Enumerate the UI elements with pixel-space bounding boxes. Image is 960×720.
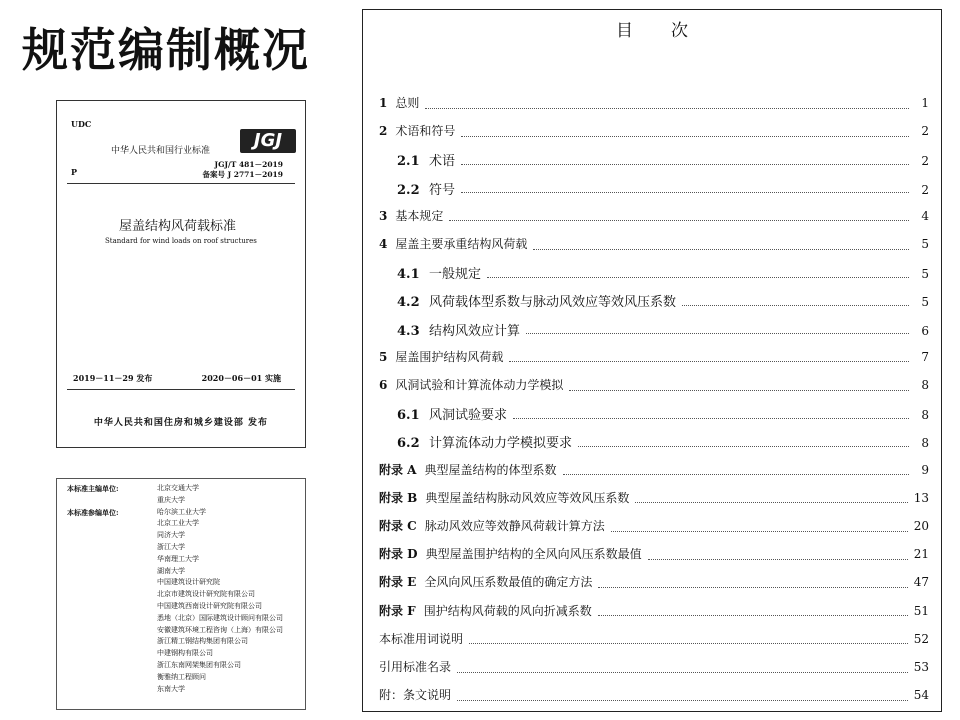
- toc-dot-leader: [635, 492, 907, 503]
- editor-unit-item: 北京市建筑设计研究院有限公司: [157, 590, 255, 599]
- editor-unit-item: 哈尔滨工业大学: [157, 507, 206, 516]
- editor-unit-item: 中国建筑西南设计研究院有限公司: [157, 601, 262, 610]
- editor-unit-list: [157, 483, 283, 695]
- toc-entry-title: 符号: [429, 182, 456, 198]
- slide-title: 规范编制概况: [22, 23, 310, 77]
- toc-entry-title: 基本规定: [395, 208, 444, 223]
- toc-entry[interactable]: [363, 489, 929, 507]
- toc-entry[interactable]: [363, 179, 929, 197]
- editor-unit-item: 安徽建筑环境工程咨询（上海）有限公司: [157, 625, 283, 634]
- toc-page-number: 21: [913, 547, 929, 562]
- toc-dot-leader: [457, 662, 908, 673]
- participant-editor-label: 本标准参编单位:: [67, 507, 119, 517]
- toc-entry-title: 风洞试验和计算流体动力学模拟: [395, 378, 564, 392]
- editor-unit-item: 北京工业大学: [157, 519, 199, 528]
- toc-dot-leader: [611, 521, 908, 532]
- toc-entry-title: 附：条文说明: [379, 688, 452, 703]
- toc-entry-number: 4.3: [397, 323, 420, 339]
- toc-page-number: 8: [921, 378, 929, 392]
- editor-unit-item: 浙江精工钢结构集团有限公司: [157, 637, 248, 646]
- toc-page-number: 6: [921, 323, 929, 338]
- toc-entry-title: 屋盖主要承重结构风荷载: [395, 237, 528, 251]
- toc-entry-title: 典型屋盖结构脉动风效应等效风压系数: [425, 490, 630, 505]
- toc-page-number: 47: [913, 575, 929, 590]
- toc-page-number: 1: [921, 96, 929, 110]
- toc-entry[interactable]: [363, 376, 929, 394]
- toc-page-number: 52: [913, 631, 929, 646]
- toc-dot-leader: [457, 690, 908, 701]
- udc-label: UDC: [71, 119, 92, 129]
- editor-unit-item: 浙江大学: [157, 542, 185, 551]
- chief-editor-label: 本标准主编单位:: [67, 484, 119, 493]
- editor-unit-item: 北京交通大学: [157, 484, 199, 492]
- issuing-org-label: 中华人民共和国行业标准: [111, 146, 211, 156]
- toc-dot-leader: [598, 605, 908, 616]
- toc-dot-leader: [578, 436, 909, 447]
- toc-dot-leader: [461, 126, 909, 137]
- toc-entry-number: 5: [379, 349, 388, 364]
- toc-entry-number: 附录 E: [379, 575, 417, 590]
- toc-entry-number: 附录 C: [379, 519, 417, 533]
- editor-unit-item: 重庆大学: [157, 495, 185, 504]
- editor-unit-item: 华南理工大学: [157, 554, 199, 563]
- editing-units-page: [56, 478, 306, 710]
- toc-entry-number: 4.1: [397, 267, 420, 283]
- toc-entry-number: 2: [379, 124, 388, 139]
- toc-entry-title: 脉动风效应等效静风荷载计算方法: [424, 519, 605, 533]
- toc-entry-title: 典型屋盖结构的体型系数: [424, 462, 557, 477]
- toc-heading: 目次: [616, 21, 726, 41]
- editor-unit-item: 同济大学: [157, 531, 185, 540]
- toc-entry-number: 附录 D: [379, 547, 418, 562]
- toc-entry[interactable]: [363, 517, 929, 535]
- toc-page-number: 7: [921, 349, 929, 364]
- toc-entry[interactable]: [363, 602, 929, 620]
- toc-entry[interactable]: [363, 94, 929, 112]
- toc-entry-number: 附录 F: [379, 603, 416, 618]
- toc-page-number: 5: [921, 267, 929, 282]
- jgj-logo: JGJ: [240, 129, 296, 153]
- implementation-date: 2020－06－01 实施: [201, 373, 281, 383]
- toc-entry[interactable]: [363, 686, 929, 704]
- toc-dot-leader: [569, 380, 909, 391]
- toc-dot-leader: [461, 182, 909, 193]
- cover-title-en: Standard for wind loads on roof structures: [105, 237, 257, 245]
- editor-unit-item: 中建钢构有限公司: [157, 649, 213, 658]
- toc-page-number: 53: [913, 660, 929, 674]
- toc-entry-title: 结构风效应计算: [429, 323, 521, 339]
- toc-dot-leader: [469, 633, 908, 644]
- toc-page-number: 51: [913, 603, 929, 618]
- issue-date: 2019－11－29 发布: [73, 373, 153, 383]
- toc-dot-leader: [526, 323, 909, 334]
- toc-entry-number: 6.2: [397, 436, 420, 452]
- toc-entry[interactable]: [363, 432, 929, 450]
- toc-entry[interactable]: [363, 630, 929, 648]
- toc-page-number: 2: [921, 124, 929, 139]
- toc-entry-title: 全风向风压系数最值的确定方法: [424, 575, 593, 590]
- toc-entry[interactable]: [363, 545, 929, 563]
- editor-unit-item: 湖南大学: [157, 566, 185, 575]
- toc-entry-number: 1: [379, 96, 388, 110]
- editor-unit-item: 衡雅纳工程顾问: [157, 672, 206, 681]
- toc-entry[interactable]: [363, 207, 929, 225]
- toc-entry[interactable]: [363, 320, 929, 338]
- toc-entry-title: 总则: [395, 96, 420, 110]
- toc-dot-leader: [487, 267, 909, 278]
- standard-code: JGJ/T 481－2019: [214, 160, 283, 169]
- toc-page-number: 9: [921, 462, 929, 477]
- toc-entry-title: 本标准用词说明: [379, 631, 464, 646]
- toc-entry[interactable]: [363, 348, 929, 366]
- toc-entry-number: 2.1: [397, 154, 420, 170]
- toc-page-number: 8: [921, 436, 929, 451]
- toc-entry-title: 引用标准名录: [379, 660, 452, 674]
- toc-entry[interactable]: [363, 461, 929, 479]
- toc-entry[interactable]: [363, 658, 929, 676]
- toc-page-number: 2: [921, 154, 929, 169]
- toc-entry-title: 术语和符号: [395, 124, 456, 139]
- toc-dot-leader: [563, 464, 909, 475]
- toc-entry[interactable]: [363, 404, 929, 422]
- toc-entry[interactable]: [363, 291, 929, 309]
- toc-entry[interactable]: [363, 573, 929, 591]
- editor-unit-item: 浙江东南网架集团有限公司: [157, 660, 241, 669]
- toc-entry[interactable]: [363, 122, 929, 140]
- toc-dot-leader: [598, 577, 907, 588]
- toc-dot-leader: [449, 210, 909, 221]
- toc-dot-leader: [513, 408, 909, 419]
- toc-entry[interactable]: [363, 263, 929, 281]
- toc-page-number: 8: [921, 408, 929, 423]
- editor-unit-item: 东南大学: [157, 684, 185, 693]
- toc-dot-leader: [425, 98, 909, 109]
- toc-page-number: 2: [921, 182, 929, 197]
- cover-divider: [67, 183, 295, 184]
- standard-cover-page: [56, 100, 306, 448]
- editor-unit-item: 中国建筑设计研究院: [157, 578, 220, 587]
- toc-page-number: 20: [913, 519, 929, 533]
- filing-number: 备案号 J 2771－2019: [202, 170, 283, 179]
- toc-page-number: 13: [913, 490, 929, 505]
- toc-page-number: 54: [913, 688, 929, 703]
- toc-dot-leader: [682, 295, 909, 306]
- toc-entry-number: 附录 B: [379, 490, 418, 505]
- toc-entry[interactable]: [363, 235, 929, 253]
- toc-entry-title: 风洞试验要求: [429, 408, 508, 424]
- editor-unit-item: 悉地（北京）国际建筑设计顾问有限公司: [157, 613, 283, 622]
- p-mark: P: [71, 167, 78, 177]
- toc-entry-title: 风荷载体型系数与脉动风效应等效风压系数: [429, 295, 677, 311]
- table-of-contents-page: [362, 9, 942, 712]
- toc-page-number: 5: [921, 295, 929, 310]
- toc-entry-number: 6: [379, 378, 388, 392]
- toc-entry-title: 术语: [429, 154, 456, 170]
- toc-entry-number: 3: [379, 208, 388, 223]
- cover-title-cn: 屋盖结构风荷载标准: [119, 219, 237, 234]
- toc-dot-leader: [509, 351, 909, 362]
- toc-entry-number: 4: [379, 237, 388, 251]
- toc-dot-leader: [533, 239, 909, 250]
- toc-entry-title: 屋盖围护结构风荷载: [395, 349, 504, 364]
- toc-entry-number: 4.2: [397, 295, 420, 311]
- publisher-label: 中华人民共和国住房和城乡建设部 发布: [93, 418, 269, 428]
- toc-entry-title: 一般规定: [429, 267, 482, 283]
- cover-divider-bottom: [67, 389, 295, 390]
- toc-dot-leader: [648, 549, 908, 560]
- toc-dot-leader: [461, 154, 909, 165]
- toc-entry-number: 2.2: [397, 182, 420, 198]
- toc-entry-title: 围护结构风荷载的风向折减系数: [423, 603, 592, 618]
- toc-page-number: 5: [921, 237, 929, 251]
- toc-entry-title: 计算流体动力学模拟要求: [429, 436, 573, 452]
- toc-entry[interactable]: [363, 150, 929, 168]
- toc-page-number: 4: [921, 208, 929, 223]
- toc-entry-title: 典型屋盖围护结构的全风向风压系数最值: [425, 547, 642, 562]
- toc-entry-number: 6.1: [397, 408, 420, 424]
- toc-entry-number: 附录 A: [379, 462, 417, 477]
